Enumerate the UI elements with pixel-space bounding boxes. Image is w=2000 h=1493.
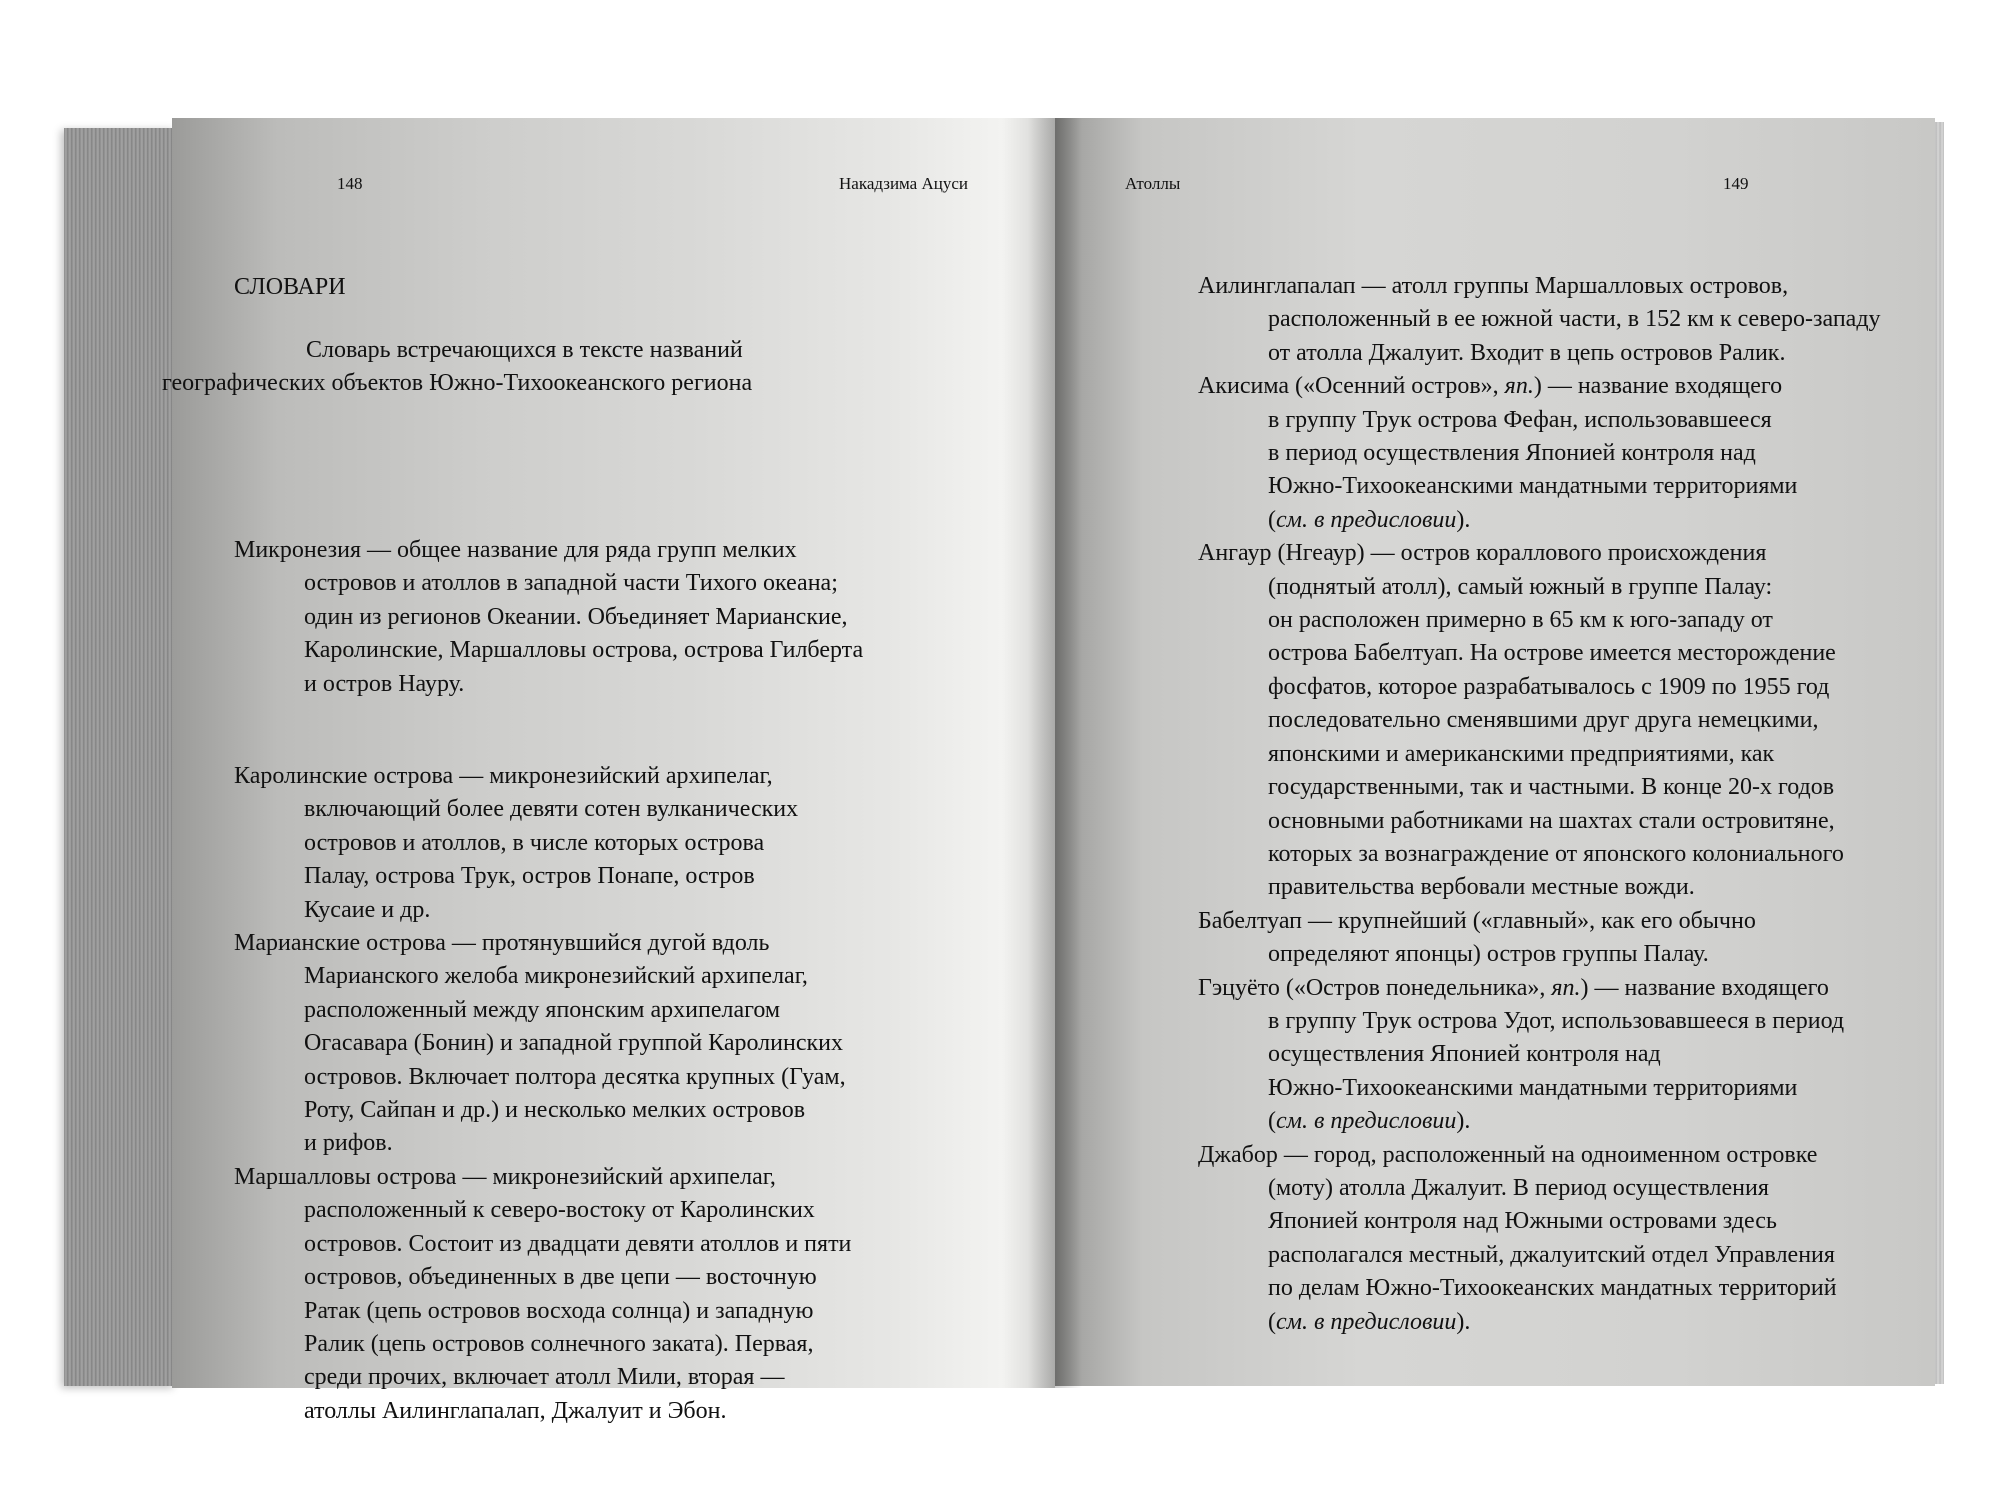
- entry-jabor: [1198, 1139, 1913, 1339]
- entry-line: правительства вербовали местные вожди.: [1268, 874, 1695, 901]
- spine-shadow: [1028, 118, 1082, 1388]
- entry-line: островов. Состоит из двадцати девяти атоллов и пяти: [304, 1230, 852, 1257]
- entry-mariana-islands: [234, 927, 939, 1161]
- entry-line: атоллы Аилинглапалап, Джалуит и Эбон.: [304, 1397, 727, 1424]
- entry-line: фосфатов, которое разрабатывалось с 1909 по 1955 год: [1268, 673, 1830, 700]
- page-number-left: 148: [337, 174, 363, 193]
- entry-line: Марианские острова — протянувшийся дугой вдоль: [234, 930, 770, 957]
- entry-line: японскими и американскими предприятиями, как: [1268, 740, 1775, 767]
- section-title: СЛОВАРИ: [234, 274, 346, 300]
- entry-line: Роту, Сайпан и др.) и несколько мелких островов: [304, 1097, 806, 1124]
- entry-line: и рифов.: [304, 1130, 393, 1157]
- entry-line: в группу Трук острова Фефан, использовавшееся: [1268, 406, 1772, 433]
- entry-angaur: [1198, 537, 1913, 904]
- page-number-right: 149: [1723, 174, 1749, 193]
- abbr-japanese: яп.: [1504, 373, 1534, 400]
- entry-head-tail: ) — название входящего: [1533, 373, 1783, 400]
- entry-line: Аилинглапалап — атолл группы Маршалловых островов,: [1198, 273, 1789, 299]
- entry-line: Ангаур (Нгеаур) — остров кораллового происхождения: [1198, 540, 1767, 567]
- intro-paragraph: [162, 334, 934, 400]
- entry-babeltuap: [1198, 905, 1913, 972]
- entry-line: Японией контроля над Южными островами здесь: [1268, 1208, 1777, 1235]
- entry-line: он расположен примерно в 65 км к юго-западу от: [1268, 607, 1773, 634]
- entry-line: Ратак (цепь островов восхода солнца) и западную: [304, 1297, 814, 1324]
- entry-line: Кусаие и др.: [304, 896, 431, 923]
- entry-line: островов и атоллов, в числе которых острова: [304, 829, 765, 856]
- entry-line: в группу Трук острова Удот, использовавшееся в период: [1268, 1007, 1845, 1034]
- entry-line: островов, объединенных в две цепи — восточную: [304, 1264, 817, 1291]
- entry-line: расположенный в ее южной части, в 152 км к северо-западу: [1268, 306, 1881, 333]
- intro-line: географических объектов Южно-Тихоокеанского региона: [162, 370, 753, 396]
- entry-caroline-islands: [234, 760, 939, 927]
- entry-line: [1198, 370, 1913, 403]
- entry-line: основными работниками на шахтах стали островитяне,: [1268, 807, 1835, 834]
- entry-micronesia: [234, 534, 939, 701]
- entry-line: [1198, 972, 1913, 1005]
- entry-line: Джабор — город, расположенный на одноименном островке: [1198, 1141, 1818, 1168]
- entry-line: (моту) атолла Джалуит. В период осуществления: [1268, 1174, 1769, 1201]
- entry-line: (см. в предисловии).: [1268, 1108, 1471, 1135]
- abbr-japanese: яп.: [1551, 974, 1581, 1001]
- entry-line: расположенный к северо-востоку от Каролинских: [304, 1197, 815, 1224]
- entry-line: Южно-Тихоокеанскими мандатными территориями: [1268, 1074, 1798, 1101]
- right-page: [1055, 118, 1935, 1386]
- entry-line: Каролинские острова — микронезийский архипелаг,: [234, 763, 773, 789]
- entry-line: (см. в предисловии).: [1268, 1308, 1471, 1335]
- entry-line: последовательно сменявшими друг друга немецкими,: [1268, 707, 1819, 734]
- entry-line: осуществления Японией контроля над: [1268, 1041, 1661, 1068]
- entry-line: островов. Включает полтора десятка крупных (Гуам,: [304, 1063, 846, 1090]
- running-head-author: Накадзима Ацуси: [839, 174, 968, 193]
- entry-line: один из регионов Океании. Объединяет Марианские,: [304, 603, 848, 630]
- entry-line: Ралик (цепь островов солнечного заката). Первая,: [304, 1330, 814, 1357]
- see-preface-ref: см. в предисловии: [1276, 506, 1457, 533]
- entry-ailinglapalap: [1198, 270, 1913, 370]
- entry-line: в период осуществления Японией контроля над: [1268, 440, 1756, 467]
- entry-line: определяют японцы) остров группы Палау.: [1268, 941, 1709, 968]
- entry-line: Каролинские, Маршалловы острова, острова Гилберта: [304, 637, 864, 664]
- entry-line: Палау, острова Трук, остров Понапе, остров: [304, 863, 755, 890]
- entry-line: (поднятый атолл), самый южный в группе Палау:: [1268, 573, 1773, 600]
- entry-line: Маршалловы острова — микронезийский архипелаг,: [234, 1163, 776, 1190]
- entry-line: расположенный между японским архипелагом: [304, 996, 781, 1023]
- entry-line: Южно-Тихоокеанскими мандатными территориями: [1268, 473, 1798, 500]
- glossary-entries-group-2: [234, 760, 939, 1428]
- glossary-entries-right: [1198, 270, 1913, 1339]
- left-page: [162, 118, 1055, 1424]
- glossary-entries-group-1: [234, 534, 939, 701]
- entry-line: Огасавара (Бонин) и западной группой Каролинских: [304, 1030, 844, 1057]
- see-preface-ref: см. в предисловии: [1276, 1308, 1457, 1335]
- page-edges-left: [64, 128, 176, 1386]
- entry-line: острова Бабелтуап. На острове имеется месторождение: [1268, 640, 1836, 667]
- entry-marshall-islands: [234, 1161, 939, 1428]
- entry-line: и остров Науру.: [304, 670, 465, 697]
- intro-line: Словарь встречающихся в тексте названий: [306, 337, 743, 363]
- entry-line: среди прочих, включает атолл Мили, вторая —: [304, 1364, 785, 1391]
- entry-akisima: [1198, 370, 1913, 537]
- entry-line: Марианского желоба микронезийский архипелаг,: [304, 963, 808, 990]
- entry-getsuyoto: [1198, 972, 1913, 1139]
- entry-line: которых за вознаграждение от японского колониального: [1268, 840, 1844, 867]
- entry-line: Микронезия — общее название для ряда групп мелких: [234, 537, 797, 563]
- entry-line: включающий более девяти сотен вулканических: [304, 796, 799, 823]
- running-head-title: Атоллы: [1125, 174, 1181, 193]
- entry-line: государственными, так и частными. В конце 20-х годов: [1268, 774, 1835, 801]
- see-preface-ref: см. в предисловии: [1276, 1108, 1457, 1135]
- entry-line: (см. в предисловии).: [1268, 506, 1471, 533]
- entry-head: Гэцуёто («Остров понедельника»,: [1198, 974, 1552, 1001]
- entry-line: по делам Южно-Тихоокеанских мандатных территорий: [1268, 1275, 1837, 1302]
- entry-line: островов и атоллов в западной части Тихого океана;: [304, 570, 838, 597]
- entry-head-tail: ) — название входящего: [1580, 974, 1829, 1001]
- entry-line: располагался местный, джалуитский отдел Управления: [1268, 1241, 1835, 1268]
- entry-line: от атолла Джалуит. Входит в цепь островов Ралик.: [1268, 339, 1786, 366]
- entry-line: Бабелтуап — крупнейший («главный», как его обычно: [1198, 907, 1756, 934]
- entry-head: Акисима («Осенний остров»,: [1198, 373, 1505, 400]
